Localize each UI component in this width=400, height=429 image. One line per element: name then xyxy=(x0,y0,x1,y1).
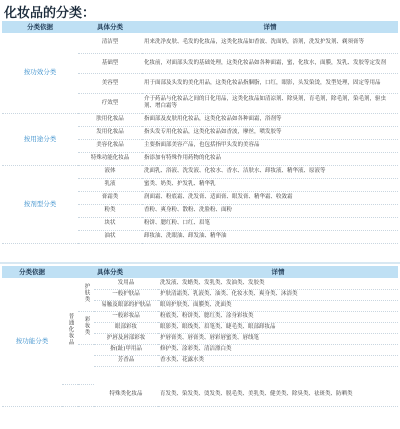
detail-cell: 润面霜、粉底霜、洗发膏、适面膏、眼发膏、精华霜、收敛霜 xyxy=(142,191,398,204)
table-row xyxy=(2,278,398,289)
sub-cell: 美容型 xyxy=(78,73,142,93)
classification-table-1 xyxy=(2,21,398,244)
table-row xyxy=(2,384,398,406)
sub-cell: 块状 xyxy=(78,217,142,230)
sub-cell: 一般护肤品 xyxy=(94,289,158,300)
detail-cell: 眼影类、眼线类、眉笔类、睫毛类、眼部卸妆品 xyxy=(158,322,398,333)
sub-cell: 基础型 xyxy=(78,53,142,73)
detail-cell: 指头发专用化妆品，这类化妆品如香波，摩丝，喷发胶等 xyxy=(142,126,398,139)
sub-cell: 油状 xyxy=(78,230,142,243)
detail-cell: 修护类、涂彩类、清洁漂白类 xyxy=(158,344,398,355)
sub-cell: 一般彩妆品 xyxy=(94,311,158,322)
detail-cell: 介于药品与化妆品之间的日化用品，这类化妆品如清凉剂、除臭剂，育毛剂，除毛剂，染毛剂，驱虫剂、增白霜等 xyxy=(142,93,398,113)
sub-cell: 眼部彩妆 xyxy=(94,322,158,333)
detail-cell: 粉底类、粉饼类、腮红类、涂身彩妆类 xyxy=(158,311,398,322)
classification-table-2 xyxy=(2,266,398,407)
header-sub: 具体分类 xyxy=(62,266,158,278)
category-function: 按功能分类 xyxy=(2,278,62,406)
detail-cell: 卸妆油、洗眼油、卸发油、精华油 xyxy=(142,230,398,243)
detail-cell: 香水类、花露水类 xyxy=(158,355,398,366)
sub-cell: 护唇及唇部彩妆 xyxy=(94,333,158,344)
category-efficacy: 按功效分类 xyxy=(2,33,78,113)
sub-cell: 液体 xyxy=(78,165,142,178)
sub-cell: 特殊功能化妆品 xyxy=(78,152,142,165)
table-row xyxy=(2,113,398,126)
sub-cell: 特殊类化妆品 xyxy=(94,384,158,406)
detail-cell: 护肤清霜类、乳液类、油类、化妆水类、爽身类、沐浴类 xyxy=(158,289,398,300)
detail-cell: 眼周护肤类、面膜类、洗面类 xyxy=(158,300,398,311)
detail-cell: 用来洗净皮肤、毛发的化妆品，这类化妆品如香波、洗面奶，浴剂，洗发护发剂、剃须膏等 xyxy=(142,33,398,53)
sub-cell: 膏霜类 xyxy=(78,191,142,204)
sub-cell: 指(趾)甲用品 xyxy=(94,344,158,355)
header-detail: 详情 xyxy=(142,21,398,33)
table-header-row xyxy=(2,266,398,278)
sub-cell: 发用品 xyxy=(94,278,158,289)
detail-cell: 化妆前，对面部头发的基础处理，这类化妆品如各种面霜，蜜，化妆水，面膜，发乳、发胶等定发剂 xyxy=(142,53,398,73)
sub-cell: 粉类 xyxy=(78,204,142,217)
header-basis: 分类依据 xyxy=(2,266,62,278)
detail-cell: 用于面部及头发的美化用品，这类化妆品指胭脂，口红，眼影，头发染烫，发型处理，固定等用品 xyxy=(142,73,398,93)
detail-cell: 主要指面部美容产品，也包括指甲头发的美容品 xyxy=(142,139,398,152)
page-title: 化妆品的分类： xyxy=(4,6,96,21)
detail-cell: 洗发液、发蜡类、发乳类、发油类、发胶类 xyxy=(158,278,398,289)
makeup-label-text: 彩妆类 xyxy=(83,316,90,336)
sub-cell: 美容化妆品 xyxy=(78,139,142,152)
skincare-label-text: 护肤类 xyxy=(83,283,90,303)
special-spacer xyxy=(62,384,94,406)
header-sub: 具体分类 xyxy=(78,21,142,33)
table-row xyxy=(2,33,398,53)
general-cosmetics-label xyxy=(62,278,78,384)
category-usage: 按用途分类 xyxy=(2,113,78,165)
sub-cell: 芳香品 xyxy=(94,355,158,366)
detail-cell: 指添加有特殊作用药物的化妆品 xyxy=(142,152,398,165)
general-label-text: 普通化妆品 xyxy=(67,313,74,346)
detail-cell: 指面部及皮肤用化妆品，这类化妆品如各种面霜，浴剂等 xyxy=(142,113,398,126)
detail-cell: 育发类、染发类、烫发类、脱毛类、美乳类、健美类、除臭类、祛斑类、防晒类 xyxy=(158,384,398,406)
detail-cell: 蜜类、奶类、护发乳、精华乳 xyxy=(142,178,398,191)
sub-cell: 乳液 xyxy=(78,178,142,191)
sub-cell: 疗效型 xyxy=(78,93,142,113)
detail-cell: 护唇膏类、唇膏类、唇彩唇蜜类、唇线笔 xyxy=(158,333,398,344)
header-detail: 详情 xyxy=(158,266,398,278)
table-header-row xyxy=(2,21,398,33)
sub-cell: 易触及眼部的护肤品 xyxy=(94,300,158,311)
section-divider xyxy=(0,262,400,264)
skincare-label xyxy=(78,278,94,311)
detail-cell: 香粉、爽身粉、散粉、洗脸粉、面粉 xyxy=(142,204,398,217)
sub-cell: 清洁型 xyxy=(78,33,142,53)
makeup-label xyxy=(78,311,94,344)
detail-cell: 粉饼、腮红粉、口红、眉笔 xyxy=(142,217,398,230)
sub-cell: 肤用化妆品 xyxy=(78,113,142,126)
table-row xyxy=(2,165,398,178)
detail-cell: 洗面乳、浴液、洗发液、化妆水、香水、洁肤水、卸妆液、精华液、原液等 xyxy=(142,165,398,178)
header-basis: 分类依据 xyxy=(2,21,78,33)
other-label xyxy=(78,344,94,384)
sub-cell: 发用化妆品 xyxy=(78,126,142,139)
category-form: 按剂型分类 xyxy=(2,165,78,243)
